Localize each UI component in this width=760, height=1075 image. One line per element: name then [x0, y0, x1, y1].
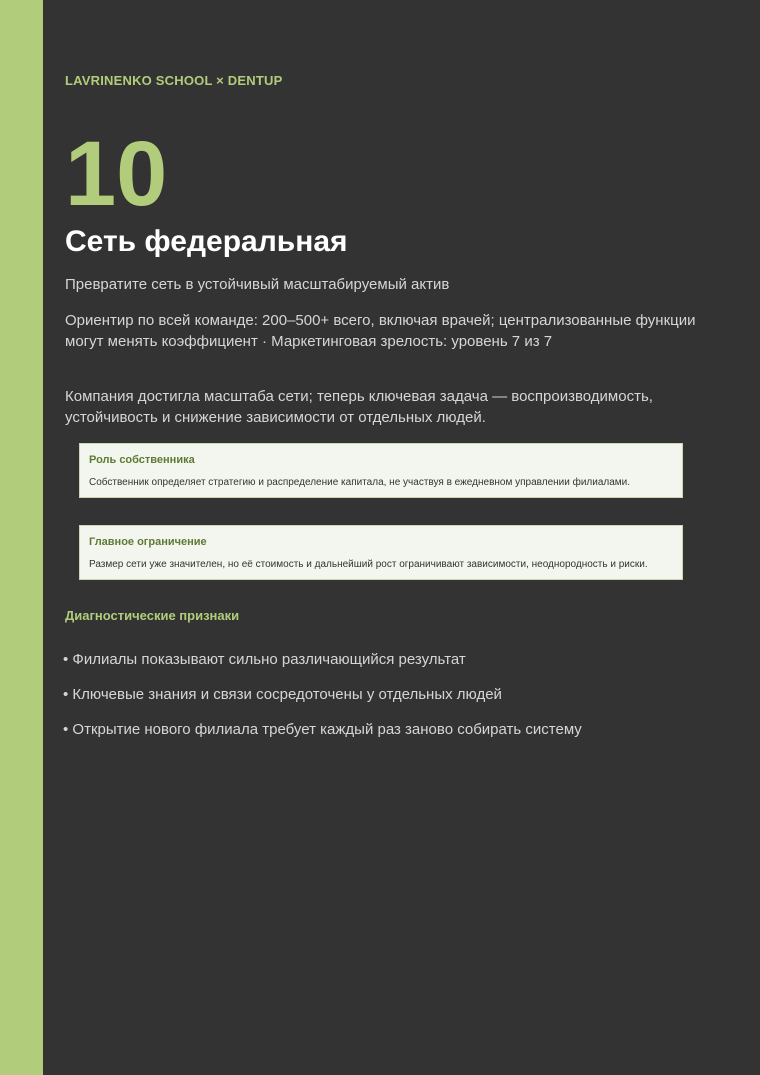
main-constraint-card	[79, 525, 683, 580]
card-title: Главное ограничение	[89, 536, 207, 548]
owner-role-card	[79, 443, 683, 498]
brand-header: LAVRINENKO SCHOOL × DENTUP	[65, 73, 283, 88]
diagnostics-heading: Диагностические признаки	[65, 608, 240, 623]
card-title: Роль собственника	[89, 454, 195, 466]
intro-paragraph: Компания достигла масштаба сети; теперь ключевая задача — воспроизводимость, устойчивость и снижение зависимости от отдельных людей.	[65, 388, 653, 426]
card-text: Собственник определяет стратегию и распределение капитала, не участвуя в ежедневном управлении филиалами.	[89, 477, 631, 488]
list-item: • Филиалы показывают сильно различающийся результат	[63, 651, 466, 668]
diagnostics-list	[63, 650, 582, 755]
benchmark-text: Ориентир по всей команде: 200–500+ всего, включая врачей; централизованные функции могут менять коэффициент · Маркетинговая зрелость: уровень 7 из 7	[65, 312, 696, 350]
page-subtitle: Превратите сеть в устойчивый масштабируемый актив	[65, 276, 450, 293]
page-title: Сеть федеральная	[65, 225, 348, 258]
card-text: Размер сети уже значителен, но её стоимость и дальнейший рост ограничивают зависимости, неоднородность и риски.	[89, 559, 648, 570]
list-item: • Ключевые знания и связи сосредоточены у отдельных людей	[63, 686, 502, 703]
list-item: • Открытие нового филиала требует каждый раз заново собирать систему	[63, 721, 582, 738]
accent-sidebar-bar	[0, 0, 43, 1075]
level-number: 10	[65, 123, 168, 225]
